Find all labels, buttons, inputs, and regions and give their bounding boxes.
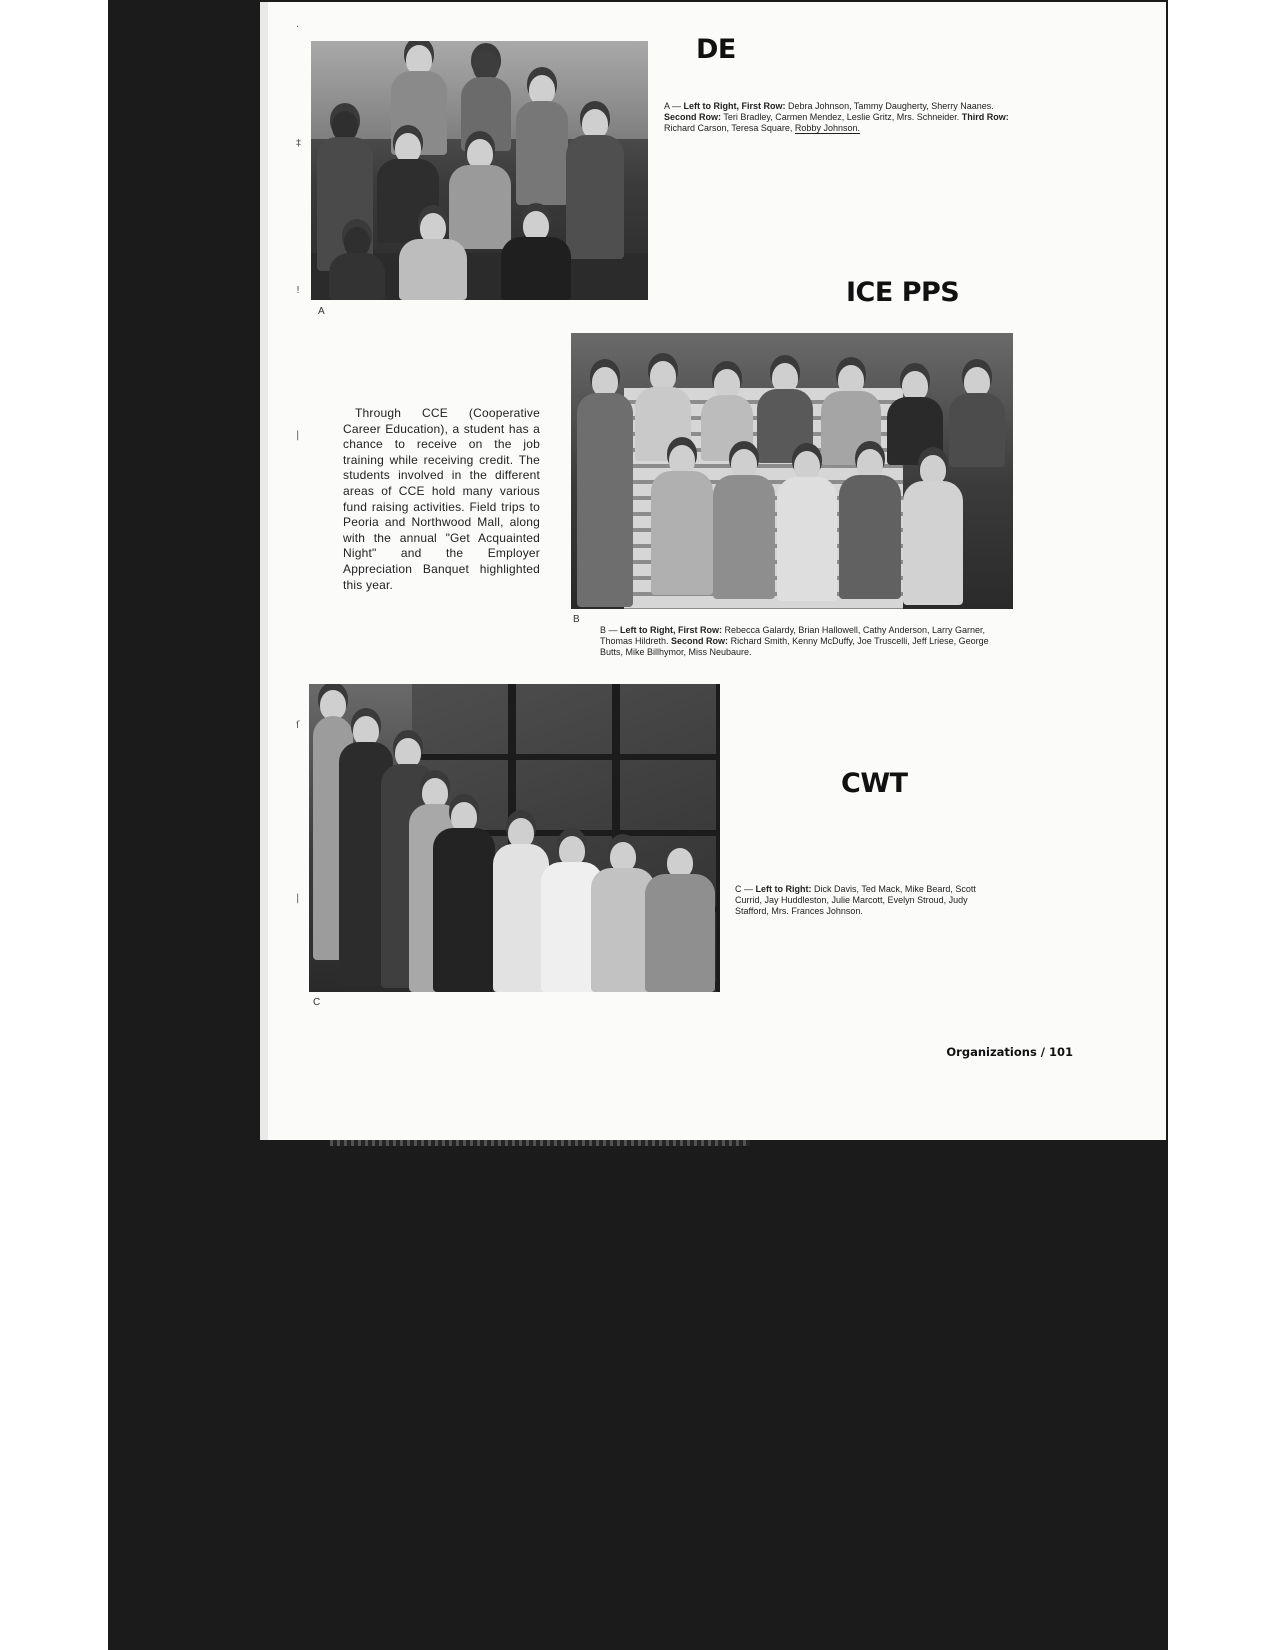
- caption-ice-pps: [600, 625, 1012, 658]
- person: [461, 51, 511, 151]
- person: [433, 802, 495, 992]
- caption-de: [664, 101, 1016, 134]
- photo-label-b: B: [573, 614, 580, 625]
- margin-mark: ſ: [296, 720, 300, 731]
- caption-row-label: Left to Right, First Row:: [683, 101, 786, 111]
- person: [949, 367, 1005, 467]
- article-body-text: Through CCE (Cooperative Career Education), a student has a chance to receive on the job training while receiving credit. The students involved in the different areas of CCE hold many various fund raising activities. Field trips to Peoria and Northwood Mall, along with the annual "Get Acquainted Night" and the Employer Appreciation Banquet highlighted this year.: [343, 406, 540, 592]
- photo-label-a: A: [318, 306, 325, 317]
- person: [757, 363, 813, 463]
- person: [399, 213, 467, 300]
- person: [329, 227, 385, 300]
- margin-mark: ‡: [296, 138, 301, 149]
- photo-label-c: C: [313, 997, 321, 1008]
- caption-row-names: Dick Davis, Ted Mack, Mike Beard, Scott Currid, Jay Huddleston, Julie Marcott, Evelyn Stroud, Judy Stafford, Mrs. Frances Johnson.: [735, 884, 976, 916]
- caption-row-names: Teri Bradley, Carmen Mendez, Leslie Gritz, Mrs. Schneider.: [723, 112, 960, 122]
- margin-mark: !: [296, 285, 301, 296]
- person: [651, 445, 713, 595]
- heading-ice-pps: ICE PPS: [846, 277, 960, 308]
- person: [777, 451, 837, 601]
- person: [713, 449, 775, 599]
- caption-row-label: Third Row:: [961, 112, 1009, 122]
- caption-underlined-name: Robby Johnson.: [794, 123, 860, 133]
- caption-row-label: Second Row:: [671, 636, 729, 646]
- caption-row-names: Rebecca Galardy, Brian Hallowell, Cathy Anderson, Larry Garner, Thomas Hildreth.: [600, 625, 985, 646]
- person: [516, 75, 568, 205]
- heading-cwt: CWT: [841, 768, 908, 799]
- caption-lead: A —: [664, 101, 682, 111]
- page-folio: Organizations / 101: [946, 1045, 1073, 1059]
- caption-row-label: Left to Right:: [755, 884, 812, 894]
- heading-de: DE: [696, 34, 736, 65]
- person: [903, 455, 963, 605]
- caption-row-names: Richard Carson, Teresa Square,: [664, 123, 793, 133]
- caption-row-label: Second Row:: [664, 112, 722, 122]
- margin-mark: ·: [296, 22, 300, 33]
- caption-row-names: Richard Smith, Kenny McDuffy, Joe Truscelli, Jeff Lriese, George Butts, Mike Billhymor, Miss Neubaure.: [600, 636, 989, 657]
- person: [566, 109, 624, 259]
- margin-mark: |: [296, 893, 300, 904]
- margin-mark: |: [296, 430, 300, 441]
- caption-row-names: Debra Johnson, Tammy Daugherty, Sherry Naanes.: [788, 101, 994, 111]
- caption-cwt: [735, 884, 997, 917]
- caption-lead: B —: [600, 625, 618, 635]
- caption-lead: C —: [735, 884, 753, 894]
- caption-row-label: Left to Right, First Row:: [620, 625, 723, 635]
- photo-ice-pps-group: [571, 333, 1013, 609]
- person: [645, 848, 715, 992]
- person: [577, 367, 633, 607]
- person: [501, 211, 571, 300]
- page-bottom-strip: [330, 1140, 750, 1146]
- photo-de-group: [311, 41, 648, 300]
- photo-cwt-group: [309, 684, 720, 992]
- person: [839, 449, 901, 599]
